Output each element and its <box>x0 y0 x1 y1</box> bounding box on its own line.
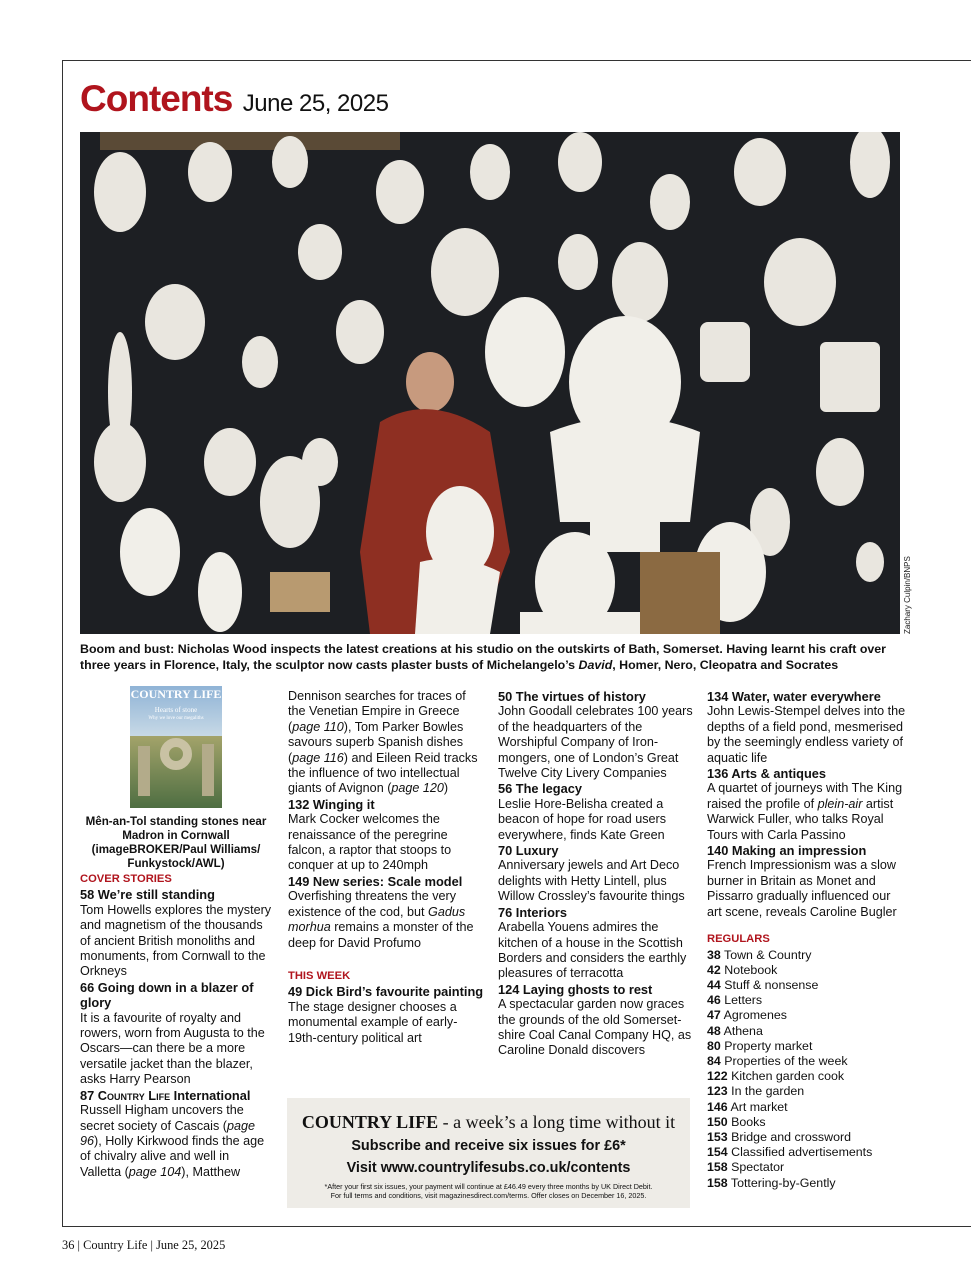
regular-page-number: 123 <box>707 1084 728 1099</box>
contents-heading: Contents <box>80 78 233 119</box>
regular-item[interactable] <box>707 1130 907 1145</box>
story-134-title[interactable]: 134 Water, water everywhere <box>707 689 881 704</box>
regular-name: Spectator <box>731 1160 785 1175</box>
story-50-title[interactable]: 50 The virtues of history <box>498 689 646 704</box>
story-87-text-1: Russell Higham uncovers the secret society of Cascais ( <box>80 1103 244 1133</box>
regular-name: In the garden <box>731 1084 805 1099</box>
cover-caption: Mên-an-Tol standing stones near Madron in Cornwall (imageBROKER/Paul Williams/ Funkystock/AWL) <box>85 815 267 870</box>
story-136-text-1: A quartet of journeys with The King raised the profile of <box>707 781 903 811</box>
photo-caption <box>80 641 910 673</box>
story-87-text-3: ), Matthew <box>181 1164 241 1179</box>
page-title <box>80 78 388 120</box>
regular-item[interactable] <box>707 1176 907 1191</box>
regular-item[interactable] <box>707 1024 907 1039</box>
story-124-title[interactable]: 124 Laying ghosts to rest <box>498 981 653 997</box>
story-49-text: The stage designer chooses a monumental example of early-19th-century political art <box>288 999 458 1045</box>
page-ref-96: page 96 <box>80 1118 256 1148</box>
regular-page-number: 46 <box>707 993 721 1008</box>
regulars-label: REGULARS <box>707 933 770 946</box>
story-87-title[interactable] <box>80 1088 272 1103</box>
regular-name: Kitchen garden cook <box>731 1069 845 1084</box>
regular-item[interactable] <box>707 1100 907 1115</box>
regular-name: Tottering-by-Gently <box>730 1175 836 1190</box>
cont-text-2: ), Tom Parker Bowles savours superb Spanish dishes ( <box>288 719 464 765</box>
column-cover-stories <box>80 872 272 1180</box>
regular-name: Classified advertisements <box>731 1145 873 1160</box>
regular-page-number: 48 <box>707 1023 721 1038</box>
regular-page-number: 154 <box>707 1145 728 1160</box>
regular-page-number: 153 <box>707 1129 728 1144</box>
regulars-list <box>707 948 907 1191</box>
story-76-title[interactable]: 76 Interiors <box>498 904 567 920</box>
story-58-text: Tom Howells explores the mystery and magnetism of the thousands of ancient British monoliths and monuments, from Cornwall to the Orkneys <box>80 902 272 979</box>
story-87-number: 87 <box>80 1087 98 1103</box>
regular-page-number: 158 <box>707 1175 728 1190</box>
story-136-text-2: artist Warwick Fuller, who talks Royal Tours with Carla Passino <box>707 796 894 842</box>
regular-page-number: 38 <box>707 947 721 962</box>
regular-item[interactable] <box>707 1008 907 1023</box>
this-week-label: THIS WEEK <box>288 969 351 982</box>
story-140-title[interactable]: 140 Making an impression <box>707 843 867 859</box>
feature-photo <box>80 132 900 634</box>
regular-item[interactable] <box>707 993 907 1008</box>
regular-name: Stuff & nonsense <box>724 977 819 992</box>
regular-name: Town & Country <box>724 947 812 962</box>
regular-page-number: 42 <box>707 962 721 977</box>
regular-name: Properties of the week <box>724 1053 848 1068</box>
regular-page-number: 150 <box>707 1114 728 1129</box>
cont-text-1: Dennison searches for traces of the Venetian Empire in Greece ( <box>288 689 466 734</box>
story-136-italic: plein-air <box>817 796 863 811</box>
regular-page-number: 84 <box>707 1053 721 1068</box>
regular-page-number: 158 <box>707 1160 728 1175</box>
cover-stories-label: COVER STORIES <box>80 873 172 885</box>
promo-tagline-text: - a week’s a long time without it <box>438 1112 676 1132</box>
cover-masthead: COUNTRY LIFE <box>130 687 222 701</box>
page-ref-110: page 110 <box>292 719 344 734</box>
promo-brand: COUNTRY LIFE <box>301 1112 439 1132</box>
regular-name: Letters <box>724 993 763 1008</box>
promo-offer: Subscribe and receive six issues for £6* <box>351 1138 626 1154</box>
page-ref-104: page 104 <box>128 1164 182 1179</box>
story-134-text: John Lewis-Stempel delves into the depths of a field pond, mesmerised by the seemingly endless variety of aquatic life <box>707 704 906 765</box>
column-2 <box>288 689 486 1046</box>
story-87-brand: Country Life <box>97 1087 171 1103</box>
regular-item[interactable] <box>707 1084 907 1099</box>
regular-name: Notebook <box>724 962 778 977</box>
caption-italic: David <box>578 658 613 672</box>
story-66-text: It is a favourite of royalty and rowers, worn from Augusta to the Oscars—can there be a more versatile jacket than the blazer, asks Harry Pearson <box>80 1010 265 1087</box>
cover-headline: Hearts of stone <box>154 706 198 714</box>
story-50-text: John Goodall celebrates 100 years of the headquarters of the Worshipful Company of Iron-mongers, one of London’s Great Twelve City Livery Companies <box>498 704 693 781</box>
column-4 <box>707 689 907 1191</box>
story-66-title[interactable]: 66 Going down in a blazer of glory <box>80 979 254 1011</box>
story-87-text-2: ), Holly Kirkwood finds the age of chivalry alive and well in Valletta ( <box>80 1133 265 1179</box>
subscription-promo[interactable] <box>287 1098 690 1208</box>
regular-item[interactable] <box>707 1054 907 1069</box>
regular-item[interactable] <box>707 963 907 978</box>
story-149-text <box>288 889 486 951</box>
regular-item[interactable] <box>707 1039 907 1054</box>
story-58-title[interactable]: 58 We’re still standing <box>80 887 215 903</box>
story-56-title[interactable]: 56 The legacy <box>498 781 582 797</box>
story-140-text: French Impressionism was a slow burner in Britain as Monet and Pissarro gradually influenced our art scene, reveals Caroline Bugler <box>707 858 897 919</box>
issue-date: June 25, 2025 <box>242 90 389 117</box>
story-132-text: Mark Cocker welcomes the renaissance of the peregrine falcon, a raptor that stoops to conquer at up to 240mph <box>288 812 452 873</box>
story-149-text-2: remains a monster of the deep for David Profumo <box>288 920 474 950</box>
story-87-title-rest: International <box>170 1087 251 1103</box>
story-56-text: Leslie Hore-Belisha created a beacon of hope for road users everywhere, finds Kate Green <box>498 796 667 842</box>
regular-item[interactable] <box>707 978 907 993</box>
page-ref-116: page 116 <box>292 750 344 765</box>
regular-name: Books <box>731 1114 766 1129</box>
regular-page-number: 44 <box>707 977 721 992</box>
regular-item[interactable] <box>707 1115 907 1130</box>
story-136-title[interactable]: 136 Arts & antiques <box>707 766 827 782</box>
regular-page-number: 80 <box>707 1038 721 1053</box>
column-3 <box>498 689 694 1059</box>
regular-page-number: 146 <box>707 1099 728 1114</box>
regular-name: Art market <box>730 1099 788 1114</box>
studio-photo-illustration <box>80 132 900 634</box>
photo-credit: Zachary Culpin/BNPS <box>903 556 912 634</box>
regular-name: Athena <box>723 1023 763 1038</box>
regular-item[interactable] <box>707 1069 907 1084</box>
story-149-italic: Gadus morhua <box>288 904 466 935</box>
regular-item[interactable] <box>707 948 907 963</box>
cover-subline: Why we love our megaliths <box>148 716 204 721</box>
story-124-text: A spectacular garden now graces the grounds of the old Somerset-shire Coal Canal Company HQ, as Caroline Donald discovers <box>498 997 692 1058</box>
regular-page-number: 47 <box>707 1008 721 1023</box>
promo-tagline <box>287 1112 690 1133</box>
regular-item[interactable] <box>707 1145 907 1160</box>
regular-name: Agromenes <box>723 1008 787 1023</box>
regular-name: Property market <box>724 1038 813 1053</box>
story-132-title[interactable]: 132 Winging it <box>288 796 375 812</box>
page-footer: 36 | Country Life | June 25, 2025 <box>62 1238 226 1252</box>
promo-url[interactable]: Visit www.countrylifesubs.co.uk/contents <box>346 1160 631 1176</box>
regular-name: Bridge and crossword <box>731 1129 851 1144</box>
story-149-title[interactable]: 149 New series: Scale model <box>288 873 463 889</box>
regular-page-number: 122 <box>707 1069 728 1084</box>
story-49-title[interactable]: 49 Dick Bird’s favourite painting <box>288 984 484 1000</box>
story-149-text-1: Overfishing threatens the very existence of the cod, but <box>288 889 456 919</box>
story-136-text <box>707 781 907 843</box>
page-ref-120: page 120 <box>391 781 444 796</box>
story-70-title[interactable]: 70 Luxury <box>498 843 559 859</box>
caption-text: Boom and bust: Nicholas Wood inspects the latest creations at his studio on the outskirts of Bath, Somerset. Having learnt his craft over three years in Florence, Italy, the sculptor now casts plaster busts of Michelangelo’s <box>80 642 886 672</box>
magazine-cover[interactable] <box>130 686 222 808</box>
cont-text-4: ) <box>443 781 449 796</box>
story-87-text <box>80 1103 272 1180</box>
promo-fine-print-1: *After your first six issues, your payment will continue at £46.49 every three months by UK Direct Debit. <box>324 1182 653 1191</box>
cont-text-3: ) and Eileen Reid tracks the influence of two intellectual giants of Avignon ( <box>288 750 478 796</box>
promo-fine-print-2: For full terms and conditions, visit magazinesdirect.com/terms. Offer closes on December 16, 2025. <box>330 1191 647 1200</box>
regular-item[interactable] <box>707 1160 907 1175</box>
story-70-text: Anniversary jewels and Art Deco delights with Hetty Lintell, plus Willow Crossley’s favourite things <box>498 858 685 904</box>
story-76-text: Arabella Youens admires the kitchen of a house in the Scottish Borders and considers the earthly pleasures of terracotta <box>498 920 687 981</box>
caption-text-end: , Homer, Nero, Cleopatra and Socrates <box>612 658 839 672</box>
story-87-continued <box>288 689 486 797</box>
